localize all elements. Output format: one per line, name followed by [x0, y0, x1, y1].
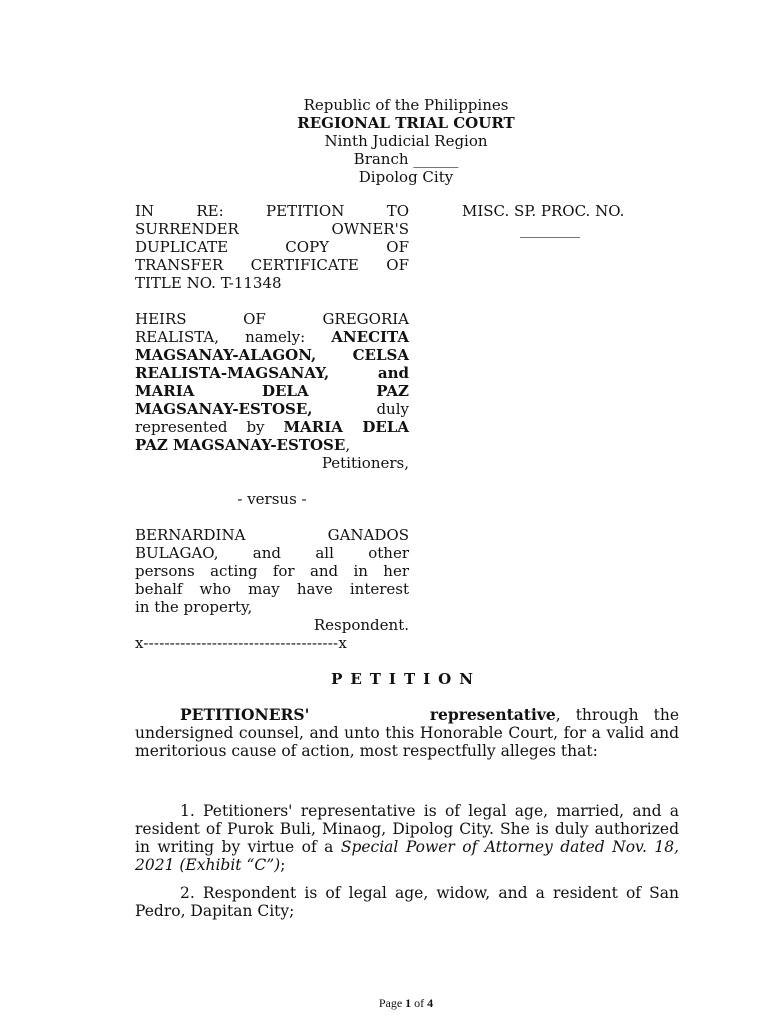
parties-line: MAGSANAY-ALAGON, CELSA: [135, 346, 409, 364]
parties-line: REALISTA-MAGSANAY, and: [135, 364, 409, 382]
page-footer: [0, 996, 768, 1011]
header-branch: [0, 150, 768, 168]
in-re-line: IN RE: PETITION TO: [135, 202, 409, 220]
document-title: PETITION: [331, 670, 481, 688]
parties-line: represented by MARIA DELA: [135, 418, 409, 436]
header-city: Dipolog City: [358, 168, 454, 186]
in-re-line: SURRENDER OWNER'S: [135, 220, 409, 238]
parties-line: REALISTA, namely: ANECITA: [135, 328, 409, 346]
respondent-line: behalf who may have interest: [135, 580, 409, 598]
versus-label: - versus -: [237, 490, 307, 508]
paragraph-1: 1. Petitioners' representative is of legal age, married, and a resident of Purok Buli, Minaog, Dipolog City. She is duly authorized in writing by virtue of a Special Power of Attorney dated Nov. 18, 2021 (Exhibit “C”);: [135, 802, 679, 874]
header-republic: Republic of the Philippines: [303, 96, 509, 114]
footer-page-number: 1: [405, 996, 412, 1010]
header-region: Ninth Judicial Region: [324, 132, 488, 150]
in-re-line: TRANSFER CERTIFICATE OF: [135, 256, 409, 274]
branch-label: Branch: [353, 150, 409, 168]
branch-blank: ______: [413, 150, 459, 168]
in-re-line: DUPLICATE COPY OF: [135, 238, 409, 256]
parties-line: MARIA DELA PAZ: [135, 382, 409, 400]
case-number-label: MISC. SP. PROC. NO.: [462, 202, 625, 220]
case-number-blank: ________: [520, 220, 580, 238]
header-court: REGIONAL TRIAL COURT: [297, 114, 515, 132]
case-caption-left: [135, 202, 409, 652]
footer-page-word: Page: [378, 996, 403, 1010]
footer-of-word: of: [414, 996, 425, 1010]
in-re-line: TITLE NO. T-11348: [135, 274, 282, 292]
parties-line: HEIRS OF GREGORIA: [135, 310, 409, 328]
court-header: [0, 96, 768, 186]
parties-line: MAGSANAY-ESTOSE, duly: [135, 400, 409, 418]
caption-separator: x-------------------------------------x: [135, 634, 347, 652]
petitioners-label: Petitioners,: [321, 454, 409, 472]
respondent-line: persons acting for and in her: [135, 562, 409, 580]
parties-line: PAZ MAGSANAY-ESTOSE,: [135, 436, 351, 454]
intro-paragraph: PETITIONERS' representative, through the undersigned counsel, and unto this Honorable Court, for a valid and meritorious cause of action, most respectfully alleges that:: [135, 705, 679, 760]
paragraph-2: 2. Respondent is of legal age, widow, and a resident of San Pedro, Dapitan City;: [135, 884, 679, 920]
respondent-line: BULAGAO, and all other: [135, 544, 409, 562]
footer-page-total: 4: [427, 996, 434, 1010]
respondent-line: in the property,: [135, 598, 253, 616]
respondent-line: BERNARDINA GANADOS: [135, 526, 409, 544]
case-caption-right: [462, 202, 624, 238]
respondent-label: Respondent.: [313, 616, 409, 634]
